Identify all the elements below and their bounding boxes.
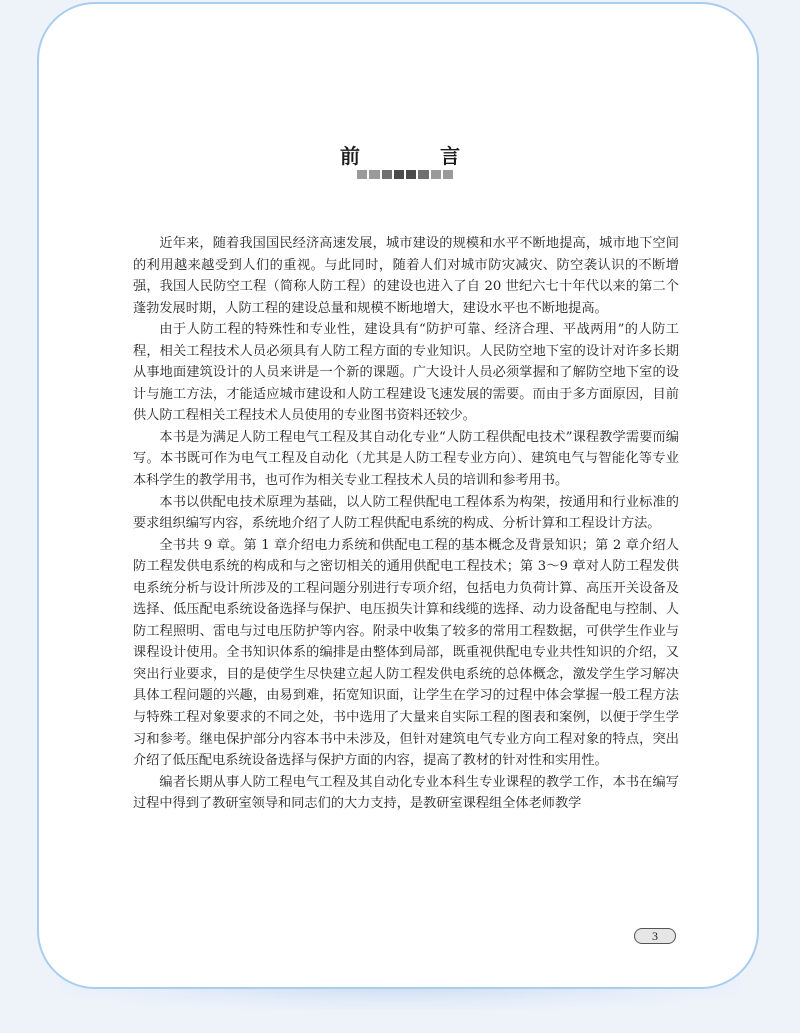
ornament-segment xyxy=(369,170,379,179)
paragraph: 本书以供配电技术原理为基础，以人防工程供配电工程体系为构架，按通用和行业标准的要求组织编写内容，系统地介绍了人防工程供配电系统的构成、分析计算和工程设计方法。 xyxy=(133,494,679,532)
paragraph: 近年来，随着我国国民经济高速发展，城市建设的规模和水平不断地提高，城市地下空间的利用越来越受到人们的重视。与此同时，随着人们对城市防灾减灾、防空袭认识的不断增强，我国人民防空工程（简称人防工程）的建设也进入了自 20 世纪六七十年代以来的第二个蓬勃发展时期，人防工程的建设总量和规模不断地增大，建设水平也不断地提高。 xyxy=(133,236,679,316)
preface-body xyxy=(133,233,679,815)
ornament-segment xyxy=(382,170,392,179)
paragraph: 全书共 9 章。第 1 章介绍电力系统和供配电工程的基本概念及背景知识；第 2 章介绍人防工程发供电系统的构成和与之密切相关的通用供配电工程技术；第 3～9 章对人防工程发供电系统分析与设计所涉及的工程问题分别进行专项介绍，包括电力负荷计算、高压开关设备及选择、低压配电系统设备选择与保护、电压损失计算和线缆的选择、动力设备配电与控制、人防工程照明、雷电与过电压防护等内容。附录中收集了较多的常用工程数据，可供学生作业与课程设计使用。全书知识体系的编排是由整体到局部，既重视供配电专业共性知识的介绍，又突出行业要求，目的是使学生尽快建立起人防工程发供电系统的总体概念，激发学生学习解决具体工程问题的兴趣，由易到难，拓宽知识面，让学生在学习的过程中体会掌握一般工程方法与特殊工程对象要求的不同之处，书中选用了大量来自实际工程的图表和案例，以便于学生学习和参考。继电保护部分内容本书中未涉及，但针对建筑电气专业方向工程对象的特点，突出介绍了低压配电系统设备选择与保护方面的内容，提高了教材的针对性和实用性。 xyxy=(133,537,679,769)
ornament-segment xyxy=(418,170,428,179)
ornament-segment xyxy=(406,170,416,179)
ornament-segment xyxy=(443,170,453,179)
paragraph: 本书是为满足人防工程电气工程及其自动化专业“人防工程供配电技术”课程教学需要而编写。本书既可作为电气工程及自动化（尤其是人防工程专业方向）、建筑电气与智能化等专业本科学生的教学用书，也可作为相关专业工程技术人员的培训和参考用书。 xyxy=(133,429,679,489)
title-ornament xyxy=(357,170,453,179)
ornament-segment xyxy=(431,170,441,179)
ornament-segment xyxy=(394,170,404,179)
ornament-segment xyxy=(357,170,367,179)
paragraph: 由于人防工程的特殊性和专业性，建设具有“防护可靠、经济合理、平战两用”的人防工程，相关工程技术人员必须具有人防工程方面的专业知识。人民防空地下室的设计对许多长期从事地面建筑设计的人员来讲是一个新的课题。广大设计人员必须掌握和了解防空地下室的设计与施工方法，才能适应城市建设和人防工程建设飞速发展的需要。而由于多方面原因，目前供人防工程相关工程技术人员使用的专业图书资料还较少。 xyxy=(133,322,679,424)
paragraph: 编者长期从事人防工程电气工程及其自动化专业本科生专业课程的教学工作，本书在编写过程中得到了教研室领导和同志们的大力支持，是教研室课程组全体老师教学 xyxy=(133,774,679,812)
page-title: 前 言 xyxy=(340,144,490,168)
page-number: 3 xyxy=(634,928,676,944)
